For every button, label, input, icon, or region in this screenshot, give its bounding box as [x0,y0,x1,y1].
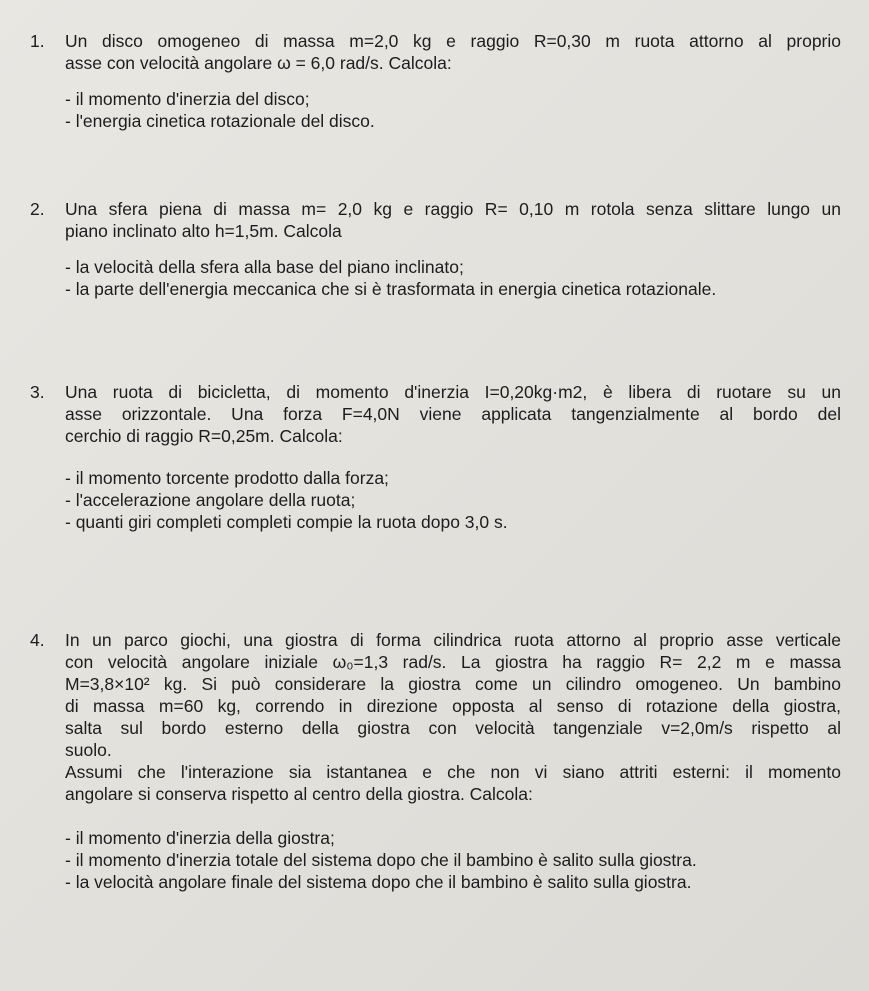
problem-1-number: 1. [30,31,45,51]
problem-3-line-1: Una ruota di bicicletta, di momento d'inerzia I=0,20kg·m2, è libera di ruotare su un [65,382,841,402]
problem-4-line-1: In un parco giochi, una giostra di forma cilindrica ruota attorno al proprio asse verticale [65,630,841,650]
problem-4-first-line [30,629,841,651]
problem-2-line-1: Una sfera piena di massa m= 2,0 kg e raggio R= 0,10 m rotola senza slittare lungo un [65,199,841,219]
problem-4-line-2: con velocità angolare iniziale ω₀=1,3 rad/s. La giostra ha raggio R= 2,2 m e massa [65,652,841,672]
problem-1-line-2: asse con velocità angolare ω = 6,0 rad/s. Calcola: [65,53,452,73]
problem-4-item-1: - il momento d'inerzia della giostra; [65,828,335,848]
problem-4-line-5: salta sul bordo esterno della giostra con velocità tangenziale v=2,0m/s rispetto al [65,718,841,738]
problem-4-line-4: di massa m=60 kg, correndo in direzione opposta al senso di rotazione della giostra, [65,696,841,716]
problem-3-line-2: asse orizzontale. Una forza F=4,0N viene applicata tangenzialmente al bordo del [65,404,841,424]
problem-3 [30,381,841,533]
problem-1-item-2: - l'energia cinetica rotazionale del disco. [65,111,375,131]
problem-4-number: 4. [30,630,45,650]
problem-1 [30,30,841,132]
problem-3-first-line [30,381,841,403]
problem-4-items [30,827,841,893]
problem-1-items [30,88,841,132]
problem-2-item-1: - la velocità della sfera alla base del piano inclinato; [65,257,464,277]
problem-4-line-3: M=3,8×10² kg. Si può considerare la giostra come un cilindro omogeneo. Un bambino [65,674,841,694]
problem-2 [30,198,841,300]
problem-4-line-7: Assumi che l'interazione sia istantanea e che non vi siano attriti esterni: il momento [65,762,841,782]
problem-3-item-2: - l'accelerazione angolare della ruota; [65,490,356,510]
problem-1-item-1: - il momento d'inerzia del disco; [65,89,310,109]
problem-4-line-8: angolare si conserva rispetto al centro della giostra. Calcola: [65,784,533,804]
problem-4-line-6: suolo. [65,740,112,760]
problem-2-line-2: piano inclinato alto h=1,5m. Calcola [65,221,342,241]
problem-2-number: 2. [30,199,45,219]
problem-1-first-line [30,30,841,52]
problem-3-line-3: cerchio di raggio R=0,25m. Calcola: [65,426,343,446]
problem-2-item-2: - la parte dell'energia meccanica che si è trasformata in energia cinetica rotazionale. [65,279,717,299]
problem-3-item-3: - quanti giri completi completi compie la ruota dopo 3,0 s. [65,512,508,532]
problem-4-item-3: - la velocità angolare finale del sistema dopo che il bambino è salito sulla giostra. [65,872,692,892]
problem-2-first-line [30,198,841,220]
problem-4-item-2: - il momento d'inerzia totale del sistema dopo che il bambino è salito sulla giostra. [65,850,697,870]
problem-3-item-1: - il momento torcente prodotto dalla forza; [65,468,389,488]
problem-1-line-1: Un disco omogeneo di massa m=2,0 kg e raggio R=0,30 m ruota attorno al proprio [65,31,841,51]
problem-3-number: 3. [30,382,45,402]
problem-2-items [30,256,841,300]
problem-4 [30,629,841,893]
problem-3-items [30,467,841,533]
